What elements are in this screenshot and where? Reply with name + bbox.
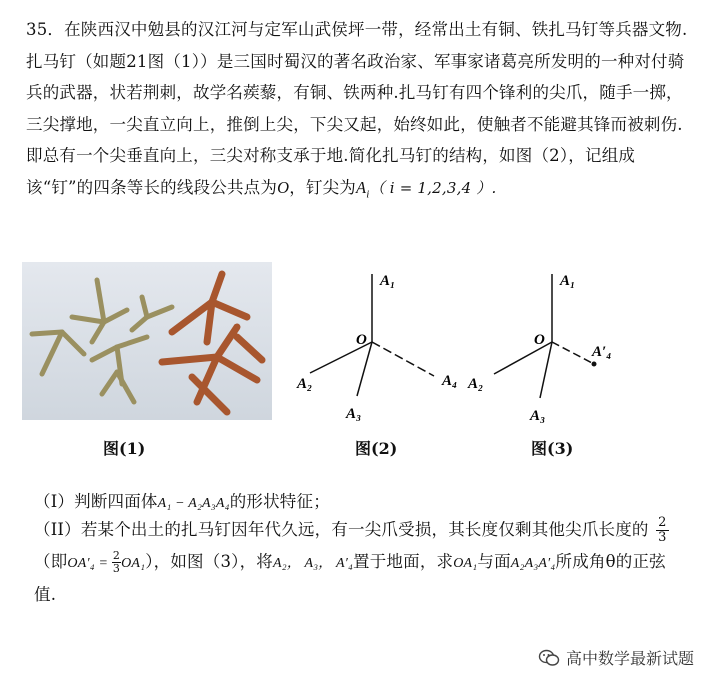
label-a1: A₁ <box>380 273 396 289</box>
label-a2: A₂ <box>297 376 313 392</box>
label-a4p: A′₄ <box>592 344 612 360</box>
caltrop-photo-drawing <box>22 262 272 420</box>
eq-fraction-denominator: 3 <box>112 561 121 575</box>
intro-point-o: O <box>277 177 290 197</box>
fraction-denominator: 3 <box>658 530 667 545</box>
wechat-icon <box>538 649 560 667</box>
part2-fraction <box>656 516 668 545</box>
part2-line2d: 与面 <box>477 551 511 571</box>
edge-o-a3 <box>540 342 552 398</box>
figure-3-diagram <box>462 268 652 433</box>
figure-3-caption: 图(3) <box>531 439 574 458</box>
intro-text: 35．在陕西汉中勉县的汉江河与定军山武侯坪一带，经常出土有铜、铁扎马钉等兵器文物.扎马钉（如题21图（1））是三国时蜀汉的著名政治家、军事家诸葛亮所发明的一种对付骑兵的武器，状若荆刺，故学名蒺藜，有铜、铁两种.扎马钉有四个锋利的尖爪，随手一掷，三尖撑地，一尖直立向上，推倒上尖，下尖又起，始终如此，使触者不能避其锋而被刺伤.即总有一个尖垂直向上，三尖对称支承于地.简化扎马钉的结构，如图（2），记组成该“钉”的四条等长的线段公共点为 <box>26 20 688 197</box>
part1-prefix: （I）判断四面体 <box>34 492 158 511</box>
part2-face: A₂A₃A′₄ <box>510 555 556 571</box>
caltrop-photo <box>22 262 272 420</box>
intro-tip-sub: i <box>366 187 370 200</box>
edge-o-a4 <box>372 342 434 376</box>
part2-line3: 值. <box>34 585 57 604</box>
label-a3: A₃ <box>346 406 362 422</box>
watermark-text: 高中数学最新试题 <box>565 649 694 668</box>
edge-o-a3 <box>357 342 372 396</box>
part2-eq-tail: OA₁ <box>121 555 146 571</box>
part2-line2e: 所成角θ的正弦 <box>555 551 666 571</box>
part2-points: A₂， A₃， A′₄ <box>273 555 354 571</box>
fraction-numerator: 2 <box>658 515 667 530</box>
intro-mid: ，钉尖为 <box>289 177 357 197</box>
label-o: O <box>534 332 545 348</box>
part2-line2b: ），如图（3），将 <box>145 551 274 571</box>
watermark <box>538 646 694 669</box>
edge-o-a4p <box>552 342 594 364</box>
eq-fraction-numerator: 2 <box>112 548 121 562</box>
part1-suffix: 的形状特征； <box>229 492 330 511</box>
figure-2-diagram <box>292 268 482 433</box>
part2-line2a: （即 <box>34 551 68 571</box>
label-o: O <box>356 332 367 348</box>
label-a3: A₃ <box>530 408 546 424</box>
intro-index: （ i = 1,2,3,4 ）. <box>369 178 497 197</box>
label-a4: A₄ <box>442 373 458 389</box>
point-a4p <box>592 362 597 367</box>
label-a1: A₁ <box>560 273 576 289</box>
question-part-2 <box>34 514 698 611</box>
part2-eq: OA′₄ = <box>67 555 112 571</box>
part2-oa1: OA₁ <box>453 555 478 571</box>
figure-1-caption: 图(1) <box>103 439 146 458</box>
part1-solid: A₁ − A₂A₃A₄ <box>157 496 230 511</box>
problem-intro <box>26 14 698 210</box>
figure-2-caption: 图(2) <box>355 439 398 458</box>
label-a2: A₂ <box>468 376 484 392</box>
intro-tip: A <box>356 177 367 197</box>
part2-eq-fraction <box>112 550 121 575</box>
part2-line2c: 置于地面，求 <box>353 551 454 571</box>
part2-line1: （II）若某个出土的扎马钉因年代久远，有一尖爪受损，其长度仅剩其他尖爪长度的 <box>34 520 649 539</box>
